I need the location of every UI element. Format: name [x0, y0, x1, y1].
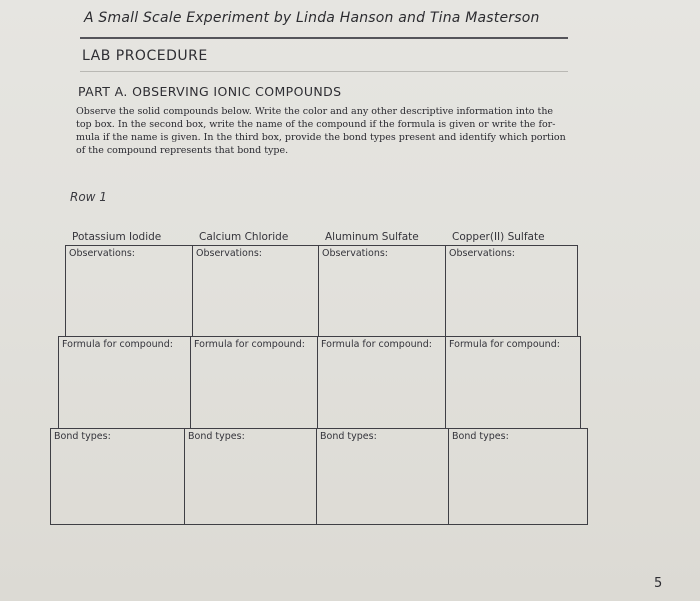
observations-cell[interactable]	[318, 245, 446, 337]
section-label: LAB PROCEDURE	[82, 48, 208, 64]
bond-types-cell[interactable]	[448, 428, 588, 525]
observations-label: Observations:	[449, 248, 515, 259]
formula-label: Formula for compound:	[62, 339, 173, 350]
observations-cell[interactable]	[192, 245, 319, 337]
instructions-line: of the compound represents that bond type.	[76, 145, 289, 156]
formula-label: Formula for compound:	[194, 339, 305, 350]
instructions-line: top box. In the second box, write the name of the compound if the formula is given or write the for-	[76, 119, 556, 130]
formula-label: Formula for compound:	[449, 339, 560, 350]
instructions-line: mula if the name is given. In the third box, provide the bond types present and identify which portion	[76, 132, 566, 143]
observation-table	[42, 245, 588, 525]
instructions-line: Observe the solid compounds below. Write the color and any other descriptive information into the	[76, 106, 554, 117]
section-rule	[80, 71, 568, 72]
bond-types-label: Bond types:	[452, 431, 509, 442]
formula-cell[interactable]	[58, 336, 191, 429]
column-name-potassium-iodide: Potassium Iodide	[72, 231, 162, 243]
observations-label: Observations:	[69, 248, 135, 259]
column-name-copper-sulfate: Copper(II) Sulfate	[452, 231, 545, 243]
bond-types-cell[interactable]	[316, 428, 449, 525]
formula-cell[interactable]	[190, 336, 318, 429]
instructions-paragraph	[76, 105, 576, 157]
observations-label: Observations:	[196, 248, 262, 259]
observations-cell[interactable]	[445, 245, 578, 337]
column-name-calcium-chloride: Calcium Chloride	[199, 231, 289, 243]
bond-types-label: Bond types:	[54, 431, 111, 442]
formula-cell[interactable]	[445, 336, 581, 429]
page-header-title: A Small Scale Experiment by Linda Hanson and Tina Masterson	[84, 10, 540, 26]
bond-types-label: Bond types:	[320, 431, 377, 442]
formula-label: Formula for compound:	[321, 339, 432, 350]
part-title: PART A. OBSERVING IONIC COMPOUNDS	[78, 84, 342, 99]
observations-cell[interactable]	[65, 245, 193, 337]
bond-types-cell[interactable]	[184, 428, 317, 525]
bond-types-label: Bond types:	[188, 431, 245, 442]
header-rule	[80, 37, 568, 39]
column-name-aluminum-sulfate: Aluminum Sulfate	[325, 231, 419, 243]
bond-types-cell[interactable]	[50, 428, 185, 525]
row-label: Row 1	[70, 190, 107, 204]
formula-cell[interactable]	[317, 336, 446, 429]
page-number: 5	[654, 576, 663, 591]
observations-label: Observations:	[322, 248, 388, 259]
